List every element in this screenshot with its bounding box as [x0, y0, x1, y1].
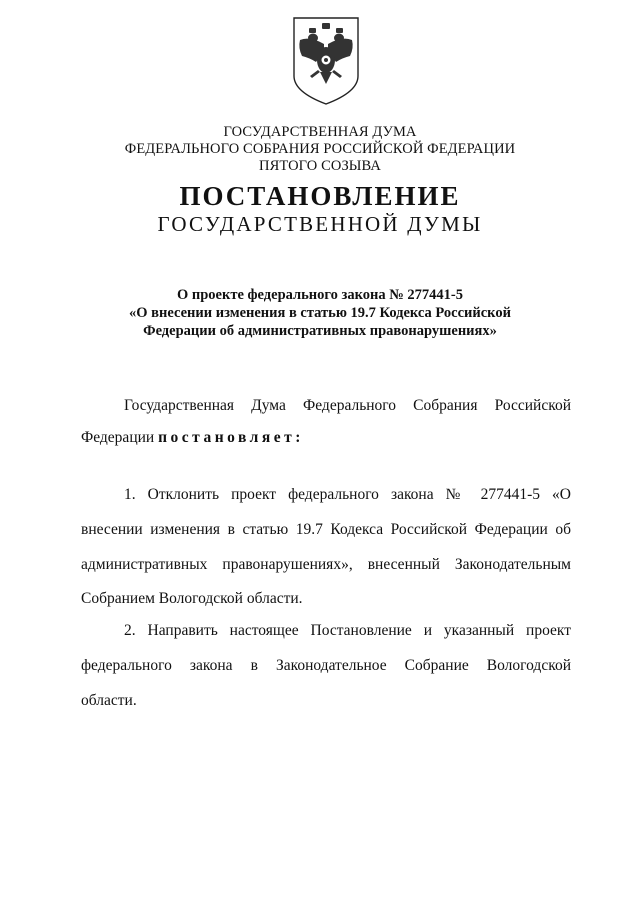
paragraph1-line-3: административных правонарушениях», внесенный Законодательным [81, 556, 571, 573]
paragraph1-line-2: внесении изменения в статью 19.7 Кодекса Российской Федерации об [81, 521, 571, 538]
paragraph2-line-3: области. [81, 692, 137, 709]
paragraph2-line-1: 2. Направить настоящее Постановление и указанный проект [124, 622, 571, 639]
paragraph2-line-2: федерального закона в Законодательное Собрание Вологодской [81, 657, 571, 674]
coat-of-arms-emblem [290, 14, 362, 106]
subject-line-2: «О внесении изменения в статью 19.7 Кодекса Российской [129, 305, 511, 321]
preamble-federation-word: Федерации [81, 429, 155, 446]
subject-line-1: О проекте федерального закона № 277441-5 [176, 287, 464, 303]
double-headed-eagle-icon [290, 14, 362, 106]
preamble-resolves-word: постановляет: [158, 429, 304, 446]
header-line-duma: ГОСУДАРСТВЕННАЯ ДУМА [223, 124, 417, 140]
subject-line-3: Федерации об административных правонарушениях» [143, 323, 497, 339]
document-title: ПОСТАНОВЛЕНИЕ [179, 181, 461, 211]
resolution-paragraph-2 [81, 621, 571, 711]
issuing-authority-header [0, 124, 640, 175]
header-line-federal-assembly: ФЕДЕРАЛЬНОГО СОБРАНИЯ РОССИЙСКОЙ ФЕДЕРАЦИИ [124, 141, 516, 157]
paragraph1-line-4: Собранием Вологодской области. [81, 590, 303, 607]
resolution-paragraph-1 [81, 485, 571, 615]
document-subject [0, 286, 640, 340]
preamble-line-1: Государственная Дума Федерального Собрания Российской [124, 397, 571, 414]
header-line-convocation: ПЯТОГО СОЗЫВА [259, 158, 381, 174]
document-subtitle: ГОСУДАРСТВЕННОЙ ДУМЫ [157, 212, 483, 236]
preamble [81, 396, 571, 456]
preamble-line-2 [81, 428, 571, 448]
paragraph1-line-1: 1. Отклонить проект федерального закона № 277441-5 «О [124, 486, 571, 503]
